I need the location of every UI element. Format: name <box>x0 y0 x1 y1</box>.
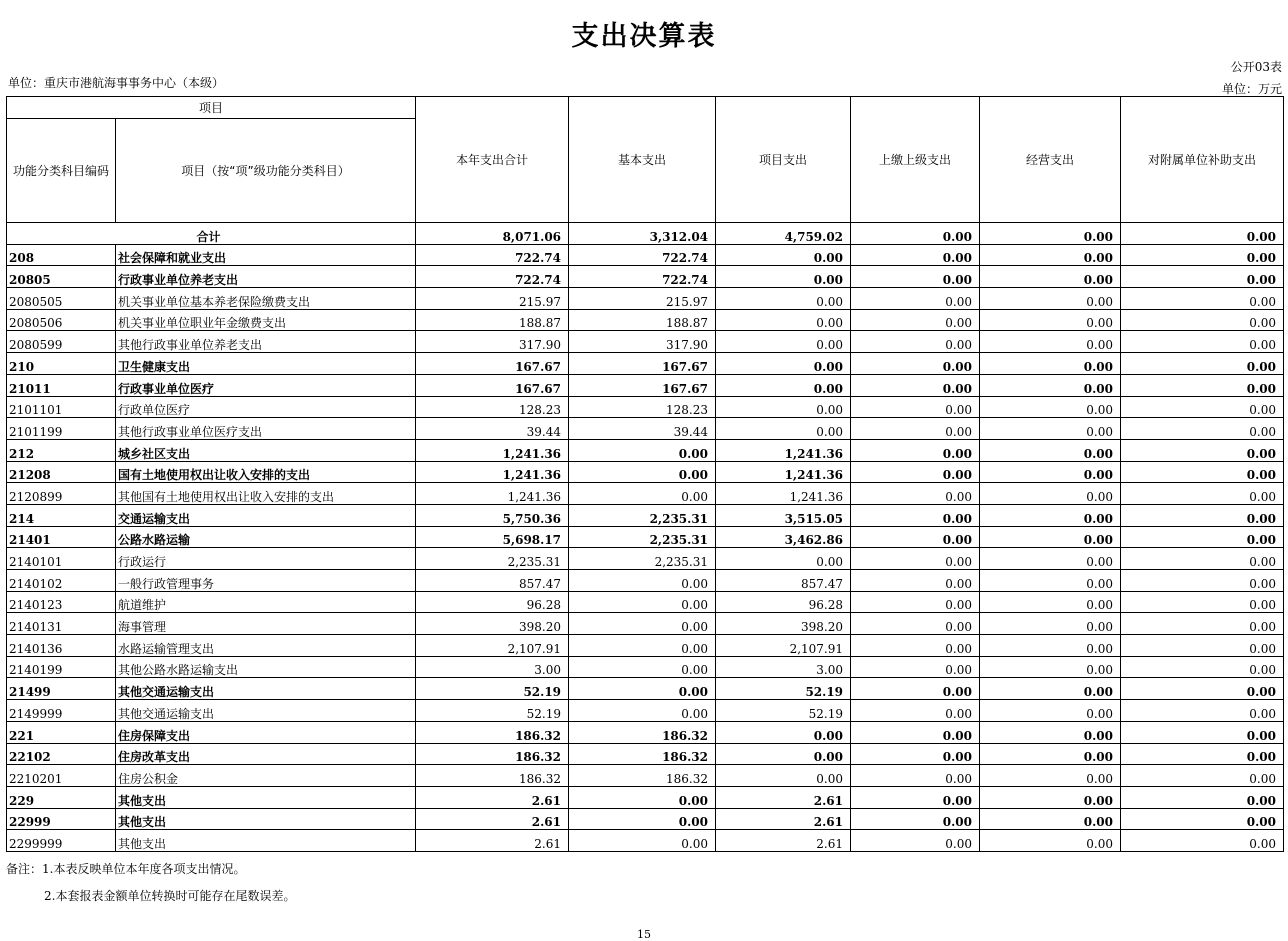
row-value: 0.00 <box>1121 700 1284 722</box>
row-value: 0.00 <box>851 244 980 266</box>
row-name: 海事管理 <box>116 613 416 635</box>
row-value: 857.47 <box>716 570 851 592</box>
row-value: 0.00 <box>1121 483 1284 505</box>
row-value: 0.00 <box>980 418 1121 440</box>
row-value: 2.61 <box>416 786 569 808</box>
row-value: 857.47 <box>416 570 569 592</box>
row-value: 0.00 <box>1121 765 1284 787</box>
header-business: 经营支出 <box>980 97 1121 223</box>
row-name: 行政事业单位养老支出 <box>116 266 416 288</box>
header-project: 项目 <box>7 97 416 119</box>
table-row <box>7 721 1284 743</box>
row-value: 0.00 <box>980 678 1121 700</box>
row-value: 0.00 <box>1121 331 1284 353</box>
row-code: 22102 <box>7 743 116 765</box>
table-row <box>7 635 1284 657</box>
row-code: 2080506 <box>7 309 116 331</box>
row-code: 210 <box>7 353 116 375</box>
row-value: 0.00 <box>1121 743 1284 765</box>
row-value: 0.00 <box>980 613 1121 635</box>
row-value: 0.00 <box>1121 808 1284 830</box>
row-value: 0.00 <box>1121 526 1284 548</box>
row-value: 1,241.36 <box>416 461 569 483</box>
row-value: 722.74 <box>416 244 569 266</box>
total-cell: 0.00 <box>980 223 1121 245</box>
row-value: 0.00 <box>851 266 980 288</box>
row-value: 0.00 <box>569 808 716 830</box>
row-value: 1,241.36 <box>416 439 569 461</box>
row-code: 208 <box>7 244 116 266</box>
table-row <box>7 461 1284 483</box>
page-number: 15 <box>637 928 651 941</box>
table-body <box>7 223 1284 852</box>
row-value: 167.67 <box>569 374 716 396</box>
row-value: 0.00 <box>716 374 851 396</box>
row-code: 22999 <box>7 808 116 830</box>
row-name: 国有土地使用权出让收入安排的支出 <box>116 461 416 483</box>
row-value: 0.00 <box>851 786 980 808</box>
row-value: 0.00 <box>716 266 851 288</box>
table-row <box>7 353 1284 375</box>
row-value: 0.00 <box>851 808 980 830</box>
row-value: 0.00 <box>1121 786 1284 808</box>
row-value: 2.61 <box>416 830 569 852</box>
row-value: 0.00 <box>569 830 716 852</box>
row-value: 0.00 <box>851 656 980 678</box>
row-value: 0.00 <box>851 526 980 548</box>
row-value: 0.00 <box>851 374 980 396</box>
table-row <box>7 396 1284 418</box>
row-value: 0.00 <box>1121 504 1284 526</box>
row-name: 其他交通运输支出 <box>116 678 416 700</box>
row-value: 0.00 <box>1121 418 1284 440</box>
row-name: 卫生健康支出 <box>116 353 416 375</box>
row-name: 行政事业单位医疗 <box>116 374 416 396</box>
header-subsidy: 对附属单位补助支出 <box>1121 97 1284 223</box>
row-value: 128.23 <box>416 396 569 418</box>
table-row <box>7 656 1284 678</box>
row-value: 2.61 <box>716 786 851 808</box>
row-value: 186.32 <box>416 743 569 765</box>
table-row <box>7 483 1284 505</box>
row-value: 0.00 <box>851 613 980 635</box>
row-value: 0.00 <box>1121 830 1284 852</box>
row-value: 0.00 <box>980 331 1121 353</box>
row-value: 0.00 <box>716 288 851 310</box>
row-value: 215.97 <box>569 288 716 310</box>
row-value: 0.00 <box>980 439 1121 461</box>
row-value: 186.32 <box>416 765 569 787</box>
row-value: 0.00 <box>569 613 716 635</box>
row-value: 0.00 <box>569 635 716 657</box>
row-value: 5,698.17 <box>416 526 569 548</box>
total-row <box>7 223 1284 245</box>
row-value: 188.87 <box>569 309 716 331</box>
row-code: 2120899 <box>7 483 116 505</box>
row-value: 0.00 <box>980 591 1121 613</box>
row-code: 2080599 <box>7 331 116 353</box>
table-row <box>7 244 1284 266</box>
row-value: 3,515.05 <box>716 504 851 526</box>
row-value: 3.00 <box>716 656 851 678</box>
row-value: 186.32 <box>569 743 716 765</box>
row-value: 0.00 <box>980 743 1121 765</box>
row-code: 2080505 <box>7 288 116 310</box>
table-row <box>7 331 1284 353</box>
form-number: 公开03表 <box>1230 60 1282 74</box>
row-value: 0.00 <box>851 700 980 722</box>
row-name: 航道维护 <box>116 591 416 613</box>
row-value: 0.00 <box>851 439 980 461</box>
row-value: 39.44 <box>416 418 569 440</box>
row-name: 住房保障支出 <box>116 721 416 743</box>
row-name: 水路运输管理支出 <box>116 635 416 657</box>
row-value: 215.97 <box>416 288 569 310</box>
row-code: 21208 <box>7 461 116 483</box>
header-upper-level: 上缴上级支出 <box>851 97 980 223</box>
row-name: 机关事业单位基本养老保险缴费支出 <box>116 288 416 310</box>
row-value: 0.00 <box>980 288 1121 310</box>
row-value: 0.00 <box>851 483 980 505</box>
row-name: 其他交通运输支出 <box>116 700 416 722</box>
table-row <box>7 548 1284 570</box>
row-value: 0.00 <box>1121 656 1284 678</box>
row-value: 0.00 <box>851 678 980 700</box>
row-value: 0.00 <box>851 461 980 483</box>
row-name: 其他支出 <box>116 808 416 830</box>
row-value: 167.67 <box>416 374 569 396</box>
row-value: 167.67 <box>416 353 569 375</box>
row-value: 0.00 <box>980 396 1121 418</box>
row-value: 0.00 <box>569 591 716 613</box>
row-value: 0.00 <box>980 244 1121 266</box>
row-value: 0.00 <box>716 353 851 375</box>
table-row <box>7 288 1284 310</box>
row-value: 0.00 <box>851 830 980 852</box>
total-cell: 0.00 <box>851 223 980 245</box>
row-value: 0.00 <box>980 483 1121 505</box>
row-name: 一般行政管理事务 <box>116 570 416 592</box>
row-name: 其他支出 <box>116 830 416 852</box>
row-value: 0.00 <box>1121 721 1284 743</box>
row-value: 0.00 <box>1121 570 1284 592</box>
row-value: 0.00 <box>569 678 716 700</box>
row-value: 0.00 <box>1121 396 1284 418</box>
row-code: 21401 <box>7 526 116 548</box>
row-name: 其他行政事业单位医疗支出 <box>116 418 416 440</box>
table-row <box>7 504 1284 526</box>
row-value: 0.00 <box>1121 353 1284 375</box>
header-name: 项目（按“项”级功能分类科目） <box>116 119 416 223</box>
row-value: 186.32 <box>416 721 569 743</box>
header-project-expenditure: 项目支出 <box>716 97 851 223</box>
row-value: 0.00 <box>716 244 851 266</box>
row-value: 1,241.36 <box>716 483 851 505</box>
row-value: 0.00 <box>1121 439 1284 461</box>
row-name: 住房改革支出 <box>116 743 416 765</box>
total-cell: 8,071.06 <box>416 223 569 245</box>
row-value: 0.00 <box>569 461 716 483</box>
row-value: 3.00 <box>416 656 569 678</box>
row-name: 交通运输支出 <box>116 504 416 526</box>
row-value: 52.19 <box>416 700 569 722</box>
row-value: 0.00 <box>1121 266 1284 288</box>
row-code: 2140101 <box>7 548 116 570</box>
row-value: 52.19 <box>716 700 851 722</box>
row-name: 行政单位医疗 <box>116 396 416 418</box>
row-value: 1,241.36 <box>416 483 569 505</box>
table-row <box>7 830 1284 852</box>
table-row <box>7 700 1284 722</box>
row-value: 0.00 <box>716 418 851 440</box>
row-value: 0.00 <box>716 765 851 787</box>
header-code: 功能分类科目编码 <box>7 119 116 223</box>
table-row <box>7 266 1284 288</box>
row-name: 机关事业单位职业年金缴费支出 <box>116 309 416 331</box>
table-row <box>7 418 1284 440</box>
row-value: 0.00 <box>851 331 980 353</box>
table-row <box>7 678 1284 700</box>
row-value: 0.00 <box>1121 244 1284 266</box>
row-name: 行政运行 <box>116 548 416 570</box>
row-code: 2299999 <box>7 830 116 852</box>
row-value: 0.00 <box>716 396 851 418</box>
row-value: 2,235.31 <box>569 548 716 570</box>
row-value: 0.00 <box>1121 309 1284 331</box>
row-value: 0.00 <box>716 331 851 353</box>
row-value: 0.00 <box>980 548 1121 570</box>
row-code: 221 <box>7 721 116 743</box>
total-label: 合计 <box>7 223 416 245</box>
row-value: 0.00 <box>980 504 1121 526</box>
row-value: 0.00 <box>1121 548 1284 570</box>
row-value: 0.00 <box>716 548 851 570</box>
row-value: 0.00 <box>980 830 1121 852</box>
row-code: 2140123 <box>7 591 116 613</box>
table-row <box>7 743 1284 765</box>
row-value: 0.00 <box>980 266 1121 288</box>
row-value: 2,235.31 <box>569 526 716 548</box>
row-value: 722.74 <box>569 266 716 288</box>
row-code: 229 <box>7 786 116 808</box>
row-value: 0.00 <box>980 808 1121 830</box>
row-value: 0.00 <box>569 483 716 505</box>
row-value: 0.00 <box>569 656 716 678</box>
row-value: 0.00 <box>980 309 1121 331</box>
row-value: 317.90 <box>416 331 569 353</box>
row-value: 0.00 <box>851 591 980 613</box>
row-value: 0.00 <box>1121 678 1284 700</box>
total-cell: 4,759.02 <box>716 223 851 245</box>
row-name: 其他行政事业单位养老支出 <box>116 331 416 353</box>
row-value: 0.00 <box>851 396 980 418</box>
row-code: 2149999 <box>7 700 116 722</box>
row-value: 0.00 <box>980 570 1121 592</box>
row-code: 2101101 <box>7 396 116 418</box>
header-total: 本年支出合计 <box>416 97 569 223</box>
row-value: 0.00 <box>716 309 851 331</box>
table-row <box>7 439 1284 461</box>
header-basic: 基本支出 <box>569 97 716 223</box>
row-name: 社会保障和就业支出 <box>116 244 416 266</box>
row-value: 0.00 <box>1121 613 1284 635</box>
row-value: 2.61 <box>716 808 851 830</box>
row-value: 1,241.36 <box>716 461 851 483</box>
row-value: 0.00 <box>851 570 980 592</box>
row-value: 0.00 <box>851 353 980 375</box>
row-value: 722.74 <box>416 266 569 288</box>
row-code: 2210201 <box>7 765 116 787</box>
table-row <box>7 374 1284 396</box>
row-value: 0.00 <box>980 765 1121 787</box>
total-cell: 0.00 <box>1121 223 1284 245</box>
row-value: 2.61 <box>416 808 569 830</box>
row-name: 城乡社区支出 <box>116 439 416 461</box>
row-value: 0.00 <box>851 309 980 331</box>
table-row <box>7 591 1284 613</box>
row-value: 0.00 <box>851 288 980 310</box>
table-row <box>7 613 1284 635</box>
row-value: 0.00 <box>851 418 980 440</box>
row-value: 0.00 <box>716 721 851 743</box>
row-value: 96.28 <box>716 591 851 613</box>
row-value: 0.00 <box>851 765 980 787</box>
row-value: 52.19 <box>416 678 569 700</box>
table-row <box>7 808 1284 830</box>
row-value: 167.67 <box>569 353 716 375</box>
row-code: 2140131 <box>7 613 116 635</box>
row-code: 21011 <box>7 374 116 396</box>
row-value: 398.20 <box>716 613 851 635</box>
row-value: 0.00 <box>1121 461 1284 483</box>
row-value: 0.00 <box>980 526 1121 548</box>
page-title: 支出决算表 <box>571 21 717 52</box>
row-value: 317.90 <box>569 331 716 353</box>
row-value: 186.32 <box>569 721 716 743</box>
row-value: 0.00 <box>980 786 1121 808</box>
row-value: 188.87 <box>416 309 569 331</box>
row-value: 0.00 <box>980 353 1121 375</box>
row-code: 2140199 <box>7 656 116 678</box>
row-value: 0.00 <box>1121 635 1284 657</box>
row-value: 0.00 <box>980 374 1121 396</box>
row-code: 21499 <box>7 678 116 700</box>
note-1: 备注：1.本表反映单位本年度各项支出情况。 <box>6 862 246 876</box>
table-row <box>7 765 1284 787</box>
row-code: 212 <box>7 439 116 461</box>
row-value: 2,107.91 <box>716 635 851 657</box>
row-value: 186.32 <box>569 765 716 787</box>
row-value: 39.44 <box>569 418 716 440</box>
row-value: 0.00 <box>980 635 1121 657</box>
row-value: 0.00 <box>1121 374 1284 396</box>
row-value: 0.00 <box>1121 591 1284 613</box>
row-name: 住房公积金 <box>116 765 416 787</box>
row-value: 2,107.91 <box>416 635 569 657</box>
reporting-unit: 单位：重庆市港航海事事务中心（本级） <box>8 76 225 90</box>
row-value: 52.19 <box>716 678 851 700</box>
row-value: 0.00 <box>1121 288 1284 310</box>
row-value: 2.61 <box>716 830 851 852</box>
row-value: 2,235.31 <box>416 548 569 570</box>
row-value: 0.00 <box>851 548 980 570</box>
row-value: 3,462.86 <box>716 526 851 548</box>
row-value: 0.00 <box>569 439 716 461</box>
row-name: 公路水路运输 <box>116 526 416 548</box>
row-value: 2,235.31 <box>569 504 716 526</box>
row-value: 0.00 <box>980 656 1121 678</box>
expenditure-table <box>6 96 1284 852</box>
total-cell: 3,312.04 <box>569 223 716 245</box>
row-value: 0.00 <box>851 504 980 526</box>
row-value: 1,241.36 <box>716 439 851 461</box>
row-value: 0.00 <box>980 461 1121 483</box>
table-row <box>7 309 1284 331</box>
row-code: 2140136 <box>7 635 116 657</box>
row-code: 2101199 <box>7 418 116 440</box>
row-value: 0.00 <box>716 743 851 765</box>
table-row <box>7 570 1284 592</box>
row-value: 0.00 <box>851 721 980 743</box>
row-name: 其他支出 <box>116 786 416 808</box>
row-value: 0.00 <box>569 786 716 808</box>
row-name: 其他公路水路运输支出 <box>116 656 416 678</box>
row-name: 其他国有土地使用权出让收入安排的支出 <box>116 483 416 505</box>
row-code: 2140102 <box>7 570 116 592</box>
row-code: 214 <box>7 504 116 526</box>
note-2: 2.本套报表金额单位转换时可能存在尾数误差。 <box>44 889 296 903</box>
row-value: 0.00 <box>980 721 1121 743</box>
row-value: 96.28 <box>416 591 569 613</box>
row-value: 398.20 <box>416 613 569 635</box>
currency-unit: 单位：万元 <box>1221 82 1282 96</box>
table-row <box>7 786 1284 808</box>
row-code: 20805 <box>7 266 116 288</box>
row-value: 0.00 <box>569 700 716 722</box>
row-value: 0.00 <box>851 635 980 657</box>
row-value: 0.00 <box>980 700 1121 722</box>
table-row <box>7 526 1284 548</box>
row-value: 0.00 <box>569 570 716 592</box>
row-value: 5,750.36 <box>416 504 569 526</box>
row-value: 0.00 <box>851 743 980 765</box>
row-value: 722.74 <box>569 244 716 266</box>
row-value: 128.23 <box>569 396 716 418</box>
